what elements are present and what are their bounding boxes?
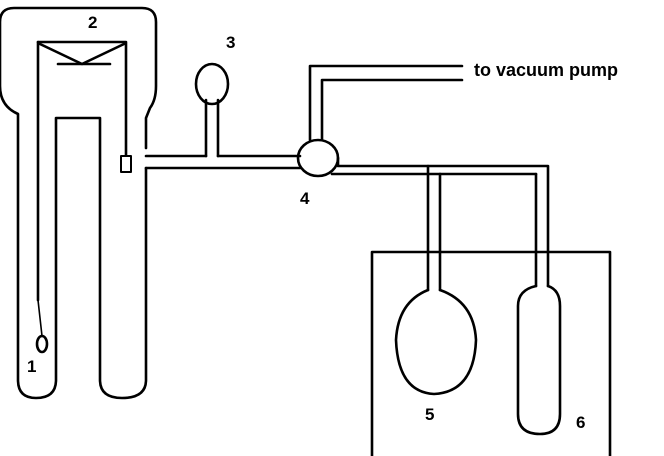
cold-bath xyxy=(372,252,610,456)
gauge-sensor xyxy=(121,156,131,172)
dewar-outer-wall xyxy=(0,8,156,398)
pump-line-outer xyxy=(310,66,462,140)
label-1: 1 xyxy=(27,357,37,376)
vacuum-pump-label: to vacuum pump xyxy=(474,60,619,80)
sensor-wire xyxy=(38,300,42,336)
cap-funnel xyxy=(40,44,124,64)
sensor-bulb xyxy=(37,336,47,352)
flask-manifold-top xyxy=(338,158,428,290)
label-5: 5 xyxy=(425,405,435,424)
label-2: 2 xyxy=(88,13,98,32)
tube-flask-6 xyxy=(518,286,560,434)
label-4: 4 xyxy=(300,189,310,208)
pump-line-inner xyxy=(322,80,462,140)
gauge-bulb xyxy=(196,64,228,104)
flask6-line-top xyxy=(428,166,548,286)
inner-tube-wall xyxy=(38,42,126,155)
label-6: 6 xyxy=(576,413,586,432)
valve xyxy=(298,140,338,176)
round-flask-5 xyxy=(396,290,476,394)
label-3: 3 xyxy=(226,33,236,52)
